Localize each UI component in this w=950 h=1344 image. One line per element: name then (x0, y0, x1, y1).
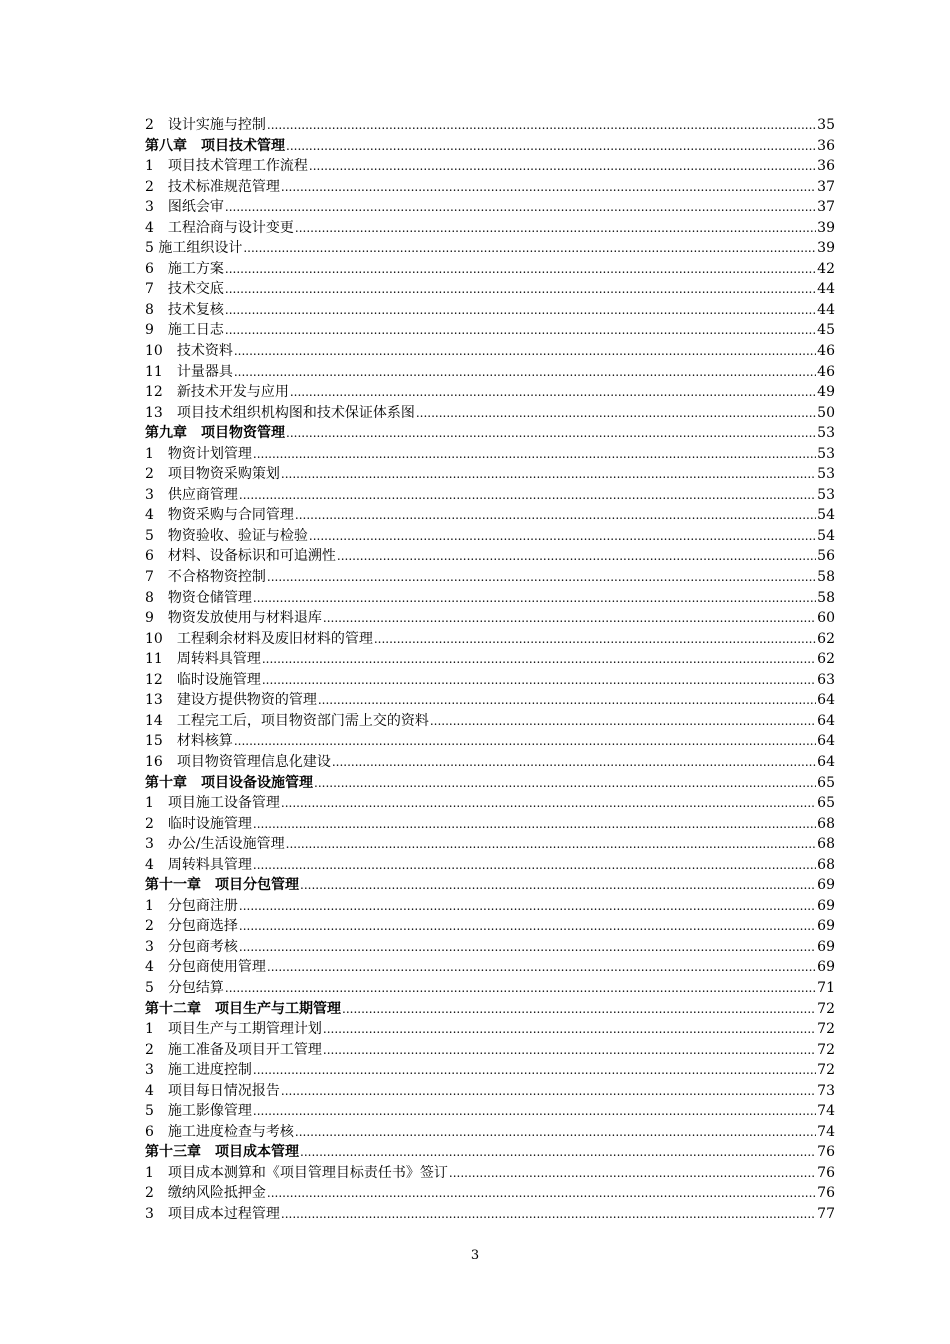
toc-entry-page: 68 (817, 836, 835, 853)
toc-entry-title: 1 项目施工设备管理 (145, 795, 280, 812)
toc-entry-title: 5 分包结算 (145, 979, 224, 996)
toc-entry-page: 71 (817, 979, 835, 996)
dot-leader (239, 937, 816, 958)
toc-entry-page: 69 (817, 959, 835, 976)
toc-entry-title: 3 供应商管理 (145, 486, 238, 503)
toc-entry-page: 72 (817, 1041, 835, 1058)
toc-entry-title: 2 设计实施与控制 (145, 117, 266, 133)
toc-entry[interactable] (145, 814, 835, 835)
dot-leader (342, 999, 816, 1020)
dot-leader (234, 341, 816, 362)
toc-entry-page: 64 (817, 753, 835, 770)
dot-leader (262, 670, 816, 691)
dot-leader (239, 485, 816, 506)
toc-entry-page: 53 (817, 445, 835, 462)
dot-leader (281, 177, 816, 198)
toc-entry-page: 42 (817, 260, 835, 277)
toc-entry-title: 9 施工日志 (145, 322, 224, 339)
toc-entry-title: 2 项目物资采购策划 (145, 466, 280, 483)
toc-entry-title: 1 项目生产与工期管理计划 (145, 1021, 322, 1038)
toc-chapter-entry[interactable] (145, 423, 835, 444)
toc-entry[interactable] (145, 279, 835, 300)
dot-leader (262, 649, 816, 670)
toc-entry-page: 53 (817, 425, 835, 442)
toc-entry-title: 4 物资采购与合同管理 (145, 507, 294, 524)
toc-entry-title: 6 施工进度检查与考核 (145, 1123, 294, 1140)
toc-entry-page: 69 (817, 938, 835, 955)
toc-entry-page: 54 (817, 527, 835, 544)
dot-leader (290, 382, 816, 403)
dot-leader (225, 300, 816, 321)
dot-leader (253, 444, 816, 465)
toc-entry-title: 3 办公/生活设施管理 (145, 836, 285, 853)
toc-entry[interactable] (145, 505, 835, 526)
toc-chapter-entry[interactable] (145, 875, 835, 896)
toc-entry-page: 74 (817, 1103, 835, 1120)
toc-entry-page: 44 (817, 281, 835, 298)
toc-entry-page: 69 (817, 877, 835, 894)
toc-entry-page: 46 (817, 343, 835, 360)
toc-entry[interactable] (145, 1183, 835, 1204)
toc-entry-title: 1 分包商注册 (145, 897, 238, 914)
toc-entry-page: 64 (817, 712, 835, 729)
toc-entry[interactable] (145, 218, 835, 239)
toc-entry[interactable] (145, 238, 835, 259)
toc-entry-title: 1 项目技术管理工作流程 (145, 158, 308, 175)
dot-leader (323, 608, 816, 629)
toc-entry-page: 74 (817, 1123, 835, 1140)
toc-entry-title: 第十章 项目设备设施管理 (145, 774, 313, 791)
toc-entry-title: 7 技术交底 (145, 281, 224, 298)
toc-entry-title: 10 工程剩余材料及废旧材料的管理 (145, 630, 373, 647)
toc-entry-title: 13 项目技术组织机构图和技术保证体系图 (145, 404, 415, 421)
toc-entry-title: 6 施工方案 (145, 260, 224, 277)
toc-entry-title: 12 临时设施管理 (145, 671, 261, 688)
toc-entry[interactable] (145, 1040, 835, 1061)
dot-leader (286, 136, 816, 157)
toc-entry-page: 77 (817, 1205, 835, 1222)
toc-entry-page: 37 (817, 199, 835, 216)
toc-entry-title: 1 物资计划管理 (145, 445, 252, 462)
toc-entry[interactable] (145, 403, 835, 424)
dot-leader (337, 546, 816, 567)
toc-entry-page: 72 (817, 1021, 835, 1038)
dot-leader (323, 1019, 816, 1040)
dot-leader (234, 362, 816, 383)
page-number: 3 (470, 1248, 480, 1263)
toc-entry-title: 11 计量器具 (145, 363, 233, 380)
toc-entry-page: 37 (817, 178, 835, 195)
dot-leader (309, 526, 816, 547)
dot-leader (286, 423, 816, 444)
toc-entry-title: 9 物资发放使用与材料退库 (145, 610, 322, 627)
toc-entry[interactable] (145, 690, 835, 711)
toc-entry-page: 76 (817, 1185, 835, 1202)
toc-entry-title: 3 分包商考核 (145, 938, 238, 955)
toc-chapter-entry[interactable] (145, 136, 835, 157)
toc-entry-page: 72 (817, 1062, 835, 1079)
toc-entry-title: 6 材料、设备标识和可追溯性 (145, 548, 336, 565)
toc-entry-page: 76 (817, 1164, 835, 1181)
toc-entry-title: 1 项目成本测算和《项目管理目标责任书》签订 (145, 1164, 448, 1181)
toc-entry[interactable] (145, 588, 835, 609)
dot-leader (281, 1081, 816, 1102)
dot-leader (225, 320, 816, 341)
toc-entry[interactable] (145, 896, 835, 917)
toc-entry[interactable] (145, 649, 835, 670)
toc-entry-title: 2 分包商选择 (145, 918, 238, 935)
toc-entry-page: 64 (817, 692, 835, 709)
dot-leader (253, 588, 816, 609)
toc-entry-title: 2 施工准备及项目开工管理 (145, 1041, 322, 1058)
toc-entry-page: 56 (817, 548, 835, 565)
toc-entry-title: 3 图纸会审 (145, 199, 224, 216)
toc-entry[interactable] (145, 382, 835, 403)
toc-entry-page: 46 (817, 363, 835, 380)
toc-entry-page: 69 (817, 897, 835, 914)
dot-leader (281, 793, 816, 814)
dot-leader (374, 629, 816, 650)
toc-entry-page: 65 (817, 795, 835, 812)
toc-chapter-entry[interactable] (145, 1142, 835, 1163)
dot-leader (295, 505, 816, 526)
toc-entry[interactable] (145, 526, 835, 547)
toc-entry-title: 第八章 项目技术管理 (145, 137, 285, 154)
toc-entry-page: 54 (817, 507, 835, 524)
toc-entry[interactable] (145, 834, 835, 855)
toc-entry[interactable] (145, 957, 835, 978)
toc-entry[interactable] (145, 731, 835, 752)
toc-entry-page: 63 (817, 671, 835, 688)
dot-leader (234, 731, 816, 752)
toc-entry[interactable] (145, 156, 835, 177)
toc-entry-title: 5 施工组织设计 (145, 240, 243, 257)
dot-leader (253, 814, 816, 835)
toc-entry-page: 49 (817, 384, 835, 401)
toc-entry-title: 第九章 项目物资管理 (145, 425, 285, 442)
dot-leader (416, 403, 816, 424)
toc-entry-title: 3 项目成本过程管理 (145, 1205, 280, 1222)
toc-entry[interactable] (145, 629, 835, 650)
toc-entry[interactable] (145, 362, 835, 383)
toc-entry[interactable] (145, 567, 835, 588)
toc-chapter-entry[interactable] (145, 773, 835, 794)
toc-entry[interactable] (145, 1019, 835, 1040)
toc-entry-page: 76 (817, 1144, 835, 1161)
toc-entry-page: 39 (817, 219, 835, 236)
dot-leader (267, 567, 816, 588)
toc-entry-page: 60 (817, 610, 835, 627)
toc-entry[interactable] (145, 115, 835, 136)
toc-entry-page: 68 (817, 815, 835, 832)
toc-entry-page: 45 (817, 322, 835, 339)
dot-leader (295, 1122, 816, 1143)
toc-entry-page: 64 (817, 733, 835, 750)
toc-entry[interactable] (145, 464, 835, 485)
toc-entry[interactable] (145, 259, 835, 280)
dot-leader (309, 156, 816, 177)
toc-entry[interactable] (145, 546, 835, 567)
toc-entry-title: 4 工程洽商与设计变更 (145, 219, 294, 236)
toc-entry-title: 12 新技术开发与应用 (145, 384, 289, 401)
toc-entry-page: 36 (817, 137, 835, 154)
dot-leader (281, 464, 816, 485)
dot-leader (286, 834, 817, 855)
dot-leader (332, 752, 816, 773)
toc-entry-title: 13 建设方提供物资的管理 (145, 692, 317, 709)
toc-entry[interactable] (145, 341, 835, 362)
toc-entry-title: 5 施工影像管理 (145, 1103, 252, 1120)
toc-entry-page: 58 (817, 589, 835, 606)
toc-entry-title: 3 施工进度控制 (145, 1062, 252, 1079)
toc-entry-page: 72 (817, 1000, 835, 1017)
toc-entry-title: 2 技术标准规范管理 (145, 178, 280, 195)
toc-entry[interactable] (145, 937, 835, 958)
toc-entry-title: 第十一章 项目分包管理 (145, 877, 299, 894)
toc-entry-page: 62 (817, 651, 835, 668)
dot-leader (239, 896, 816, 917)
toc-entry-title: 8 物资仓储管理 (145, 589, 252, 606)
toc-entry-page: 39 (817, 240, 835, 257)
dot-leader (323, 1040, 816, 1061)
toc-entry-title: 4 项目每日情况报告 (145, 1082, 280, 1099)
toc-entry-page: 35 (817, 117, 835, 133)
toc-entry-page: 36 (817, 158, 835, 175)
dot-leader (225, 197, 816, 218)
toc-entry[interactable] (145, 300, 835, 321)
toc-entry-title: 4 周转料具管理 (145, 856, 252, 873)
toc-entry[interactable] (145, 1101, 835, 1122)
toc-entry-page: 53 (817, 466, 835, 483)
toc-entry-page: 58 (817, 569, 835, 586)
toc-entry[interactable] (145, 1204, 835, 1225)
toc-entry[interactable] (145, 752, 835, 773)
toc-entry-title: 第十三章 项目成本管理 (145, 1144, 299, 1161)
toc-entry[interactable] (145, 1081, 835, 1102)
dot-leader (300, 1142, 816, 1163)
toc-entry[interactable] (145, 1060, 835, 1081)
toc-entry[interactable] (145, 197, 835, 218)
toc-entry[interactable] (145, 1122, 835, 1143)
dot-leader (253, 855, 816, 876)
dot-leader (314, 773, 816, 794)
toc-entry[interactable] (145, 177, 835, 198)
dot-leader (267, 1183, 816, 1204)
dot-leader (449, 1163, 816, 1184)
dot-leader (225, 259, 816, 280)
dot-leader (281, 1204, 816, 1225)
toc-entry-title: 11 周转料具管理 (145, 651, 261, 668)
dot-leader (267, 115, 816, 136)
toc-entry[interactable] (145, 711, 835, 732)
toc-entry-page: 53 (817, 486, 835, 503)
dot-leader (318, 690, 816, 711)
toc-entry[interactable] (145, 670, 835, 691)
toc-entry-title: 4 分包商使用管理 (145, 959, 266, 976)
toc-entry-page: 50 (817, 404, 835, 421)
toc-entry[interactable] (145, 485, 835, 506)
dot-leader (430, 711, 816, 732)
dot-leader (225, 279, 816, 300)
toc-entry-title: 7 不合格物资控制 (145, 569, 266, 586)
dot-leader (225, 978, 816, 999)
toc-entry-title: 第十二章 项目生产与工期管理 (145, 1000, 341, 1017)
toc-entry-page: 65 (817, 774, 835, 791)
dot-leader (300, 875, 816, 896)
toc-entry[interactable] (145, 916, 835, 937)
dot-leader (253, 1060, 816, 1081)
dot-leader (295, 218, 816, 239)
toc-entry-page: 44 (817, 301, 835, 318)
toc-entry-title: 14 工程完工后，项目物资部门需上交的资料 (145, 712, 429, 729)
toc-chapter-entry[interactable] (145, 999, 835, 1020)
toc-entry-page: 69 (817, 918, 835, 935)
toc-entry[interactable] (145, 320, 835, 341)
toc-entry[interactable] (145, 444, 835, 465)
toc-entry[interactable] (145, 1163, 835, 1184)
toc-entry-title: 10 技术资料 (145, 343, 233, 360)
toc-entry[interactable] (145, 978, 835, 999)
dot-leader (267, 957, 816, 978)
toc-entry-title: 2 临时设施管理 (145, 815, 252, 832)
toc-entry-title: 15 材料核算 (145, 733, 233, 750)
toc-entry-page: 62 (817, 630, 835, 647)
dot-leader (239, 916, 816, 937)
toc-entry-page: 68 (817, 856, 835, 873)
dot-leader (243, 238, 816, 259)
toc-entry-title: 8 技术复核 (145, 301, 224, 318)
toc-entry-title: 2 缴纳风险抵押金 (145, 1185, 266, 1202)
toc-entry-title: 16 项目物资管理信息化建设 (145, 753, 331, 770)
dot-leader (253, 1101, 816, 1122)
toc-entry-page: 73 (817, 1082, 835, 1099)
toc-entry[interactable] (145, 608, 835, 629)
toc-entry[interactable] (145, 855, 835, 876)
toc-entry-title: 5 物资验收、验证与检验 (145, 527, 308, 544)
table-of-contents (145, 115, 835, 1225)
toc-entry[interactable] (145, 793, 835, 814)
